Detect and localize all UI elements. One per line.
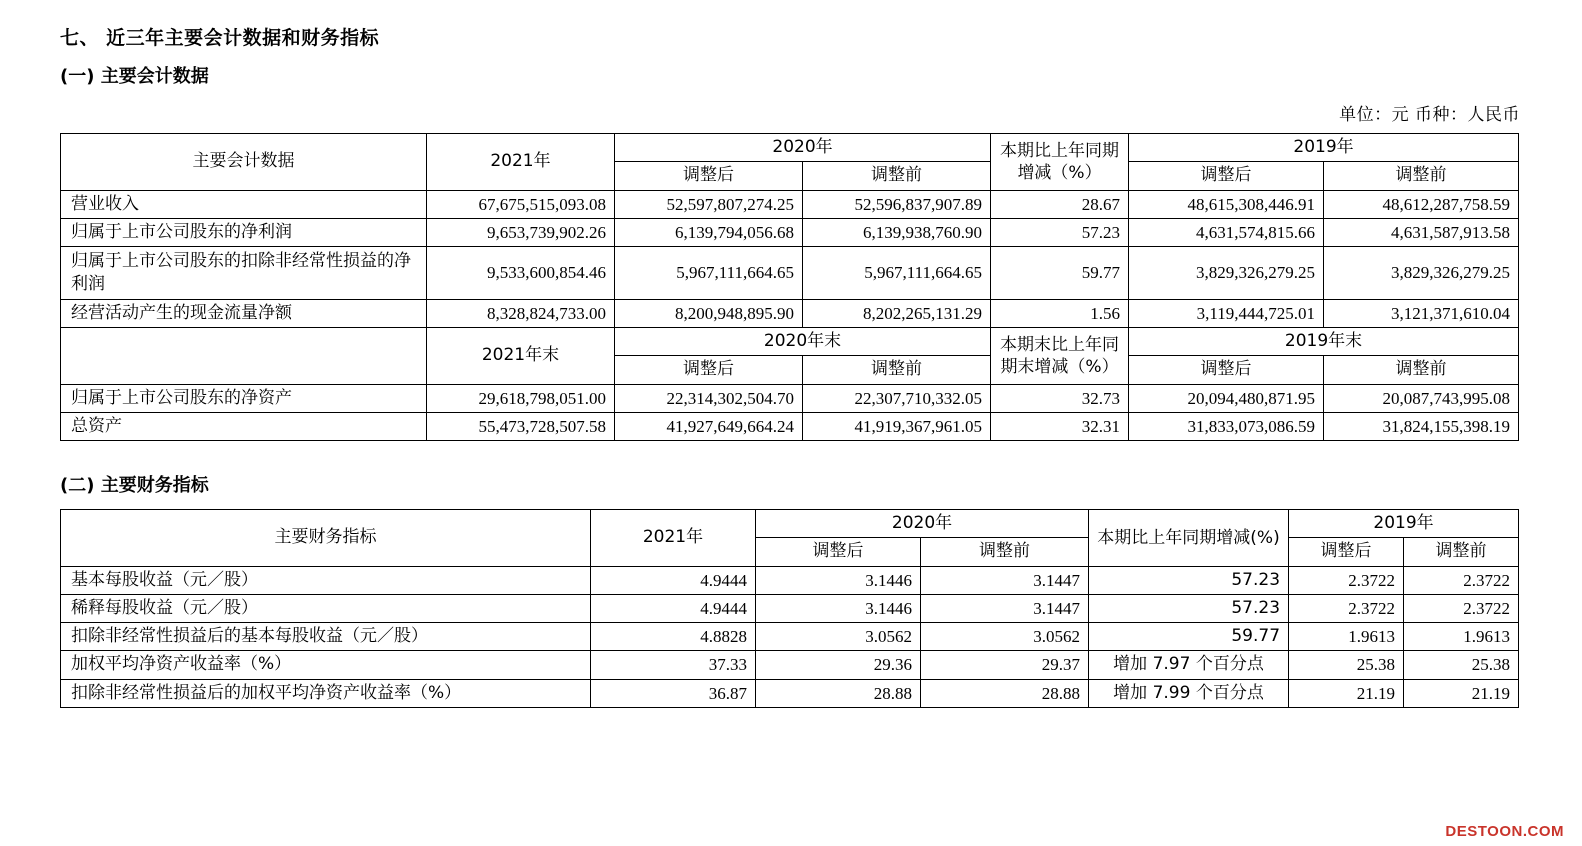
cell-change: 59.77 xyxy=(991,247,1129,300)
header-cell-2019-adjusted: 调整后 xyxy=(1129,162,1324,190)
cell-change: 57.23 xyxy=(1089,566,1289,594)
cell-2019-adjusted: 48,615,308,446.91 xyxy=(1129,190,1324,218)
cell-2020-unadjusted: 28.88 xyxy=(921,679,1089,707)
cell-2021: 67,675,515,093.08 xyxy=(427,190,615,218)
page-title: 七、 近三年主要会计数据和财务指标 xyxy=(60,27,380,49)
table-main-financial-indicators xyxy=(60,509,1519,708)
watermark-destoon: DESTOON.COM xyxy=(1445,823,1564,840)
header-cell-change-end: 本期末比上年同期末增减（%） xyxy=(991,328,1129,385)
header-cell-label: 主要会计数据 xyxy=(61,134,427,191)
header-cell-2019-unadjusted: 调整前 xyxy=(1324,356,1519,384)
cell-2019-adjusted: 3,119,444,725.01 xyxy=(1129,299,1324,327)
cell-2021: 4.9444 xyxy=(591,594,756,622)
cell-2020-adjusted: 8,200,948,895.90 xyxy=(615,299,803,327)
table-row xyxy=(61,412,1519,440)
row-label: 经营活动产生的现金流量净额 xyxy=(61,299,427,327)
cell-2019-unadjusted: 21.19 xyxy=(1404,679,1519,707)
header-cell-2020-end: 2020年末 xyxy=(615,328,991,356)
header-cell-label-blank xyxy=(61,328,427,385)
cell-2019-unadjusted: 20,087,743,995.08 xyxy=(1324,384,1519,412)
cell-2020-adjusted: 52,597,807,274.25 xyxy=(615,190,803,218)
row-label: 稀释每股收益（元／股） xyxy=(61,594,591,622)
subsection-title-financial-indicators: (二) 主要财务指标 xyxy=(60,475,209,497)
table-row xyxy=(61,190,1519,218)
header-cell-2020: 2020年 xyxy=(756,510,1089,538)
cell-change: 增加 7.99 个百分点 xyxy=(1089,679,1289,707)
cell-2020-unadjusted: 8,202,265,131.29 xyxy=(803,299,991,327)
cell-2020-adjusted: 22,314,302,504.70 xyxy=(615,384,803,412)
cell-2021: 4.9444 xyxy=(591,566,756,594)
cell-2021: 36.87 xyxy=(591,679,756,707)
row-label: 总资产 xyxy=(61,412,427,440)
cell-2020-unadjusted: 6,139,938,760.90 xyxy=(803,218,991,246)
cell-2019-unadjusted: 48,612,287,758.59 xyxy=(1324,190,1519,218)
cell-2021: 9,533,600,854.46 xyxy=(427,247,615,300)
header-cell-2019-unadjusted: 调整前 xyxy=(1324,162,1519,190)
cell-2020-unadjusted: 3.1447 xyxy=(921,594,1089,622)
header-cell-2020-unadjusted: 调整前 xyxy=(803,162,991,190)
cell-2021: 55,473,728,507.58 xyxy=(427,412,615,440)
cell-2019-unadjusted: 2.3722 xyxy=(1404,594,1519,622)
cell-2019-adjusted: 2.3722 xyxy=(1289,566,1404,594)
cell-2019-unadjusted: 2.3722 xyxy=(1404,566,1519,594)
cell-2019-unadjusted: 3,829,326,279.25 xyxy=(1324,247,1519,300)
header-cell-2021: 2021年 xyxy=(591,510,756,567)
cell-change: 32.73 xyxy=(991,384,1129,412)
header-cell-2019-adjusted: 调整后 xyxy=(1289,538,1404,566)
header-cell-2020-unadjusted: 调整前 xyxy=(921,538,1089,566)
cell-2019-unadjusted: 3,121,371,610.04 xyxy=(1324,299,1519,327)
header-cell-2020-unadjusted: 调整前 xyxy=(803,356,991,384)
table-row xyxy=(61,384,1519,412)
header-cell-2019: 2019年 xyxy=(1129,134,1519,162)
header-cell-change: 本期比上年同期增减(%) xyxy=(1089,510,1289,567)
header-cell-2021: 2021年 xyxy=(427,134,615,191)
header-cell-2019: 2019年 xyxy=(1289,510,1519,538)
cell-2020-unadjusted: 5,967,111,664.65 xyxy=(803,247,991,300)
table-row xyxy=(61,299,1519,327)
cell-2019-unadjusted: 4,631,587,913.58 xyxy=(1324,218,1519,246)
row-label: 归属于上市公司股东的净资产 xyxy=(61,384,427,412)
cell-2020-unadjusted: 29.37 xyxy=(921,651,1089,679)
header-cell-change: 本期比上年同期增减（%） xyxy=(991,134,1129,191)
cell-2021: 29,618,798,051.00 xyxy=(427,384,615,412)
header-cell-label: 主要财务指标 xyxy=(61,510,591,567)
header-cell-2019-end: 2019年末 xyxy=(1129,328,1519,356)
cell-2020-adjusted: 41,927,649,664.24 xyxy=(615,412,803,440)
cell-2020-adjusted: 3.1446 xyxy=(756,566,921,594)
cell-change: 57.23 xyxy=(991,218,1129,246)
cell-2019-adjusted: 25.38 xyxy=(1289,651,1404,679)
cell-2019-unadjusted: 1.9613 xyxy=(1404,623,1519,651)
header-cell-2019-unadjusted: 调整前 xyxy=(1404,538,1519,566)
subsection-title-accounting-data: (一) 主要会计数据 xyxy=(60,65,209,87)
cell-2020-adjusted: 6,139,794,056.68 xyxy=(615,218,803,246)
header-cell-2020: 2020年 xyxy=(615,134,991,162)
table-row xyxy=(61,247,1519,300)
cell-2020-unadjusted: 22,307,710,332.05 xyxy=(803,384,991,412)
table-main-accounting-data xyxy=(60,133,1519,441)
table-header-row-top xyxy=(61,510,1519,538)
cell-2019-adjusted: 31,833,073,086.59 xyxy=(1129,412,1324,440)
cell-2020-adjusted: 28.88 xyxy=(756,679,921,707)
table-row xyxy=(61,623,1519,651)
table-row xyxy=(61,651,1519,679)
row-label: 加权平均净资产收益率（%） xyxy=(61,651,591,679)
table-row xyxy=(61,679,1519,707)
cell-2020-adjusted: 29.36 xyxy=(756,651,921,679)
cell-2020-adjusted: 3.1446 xyxy=(756,594,921,622)
row-label: 扣除非经常性损益后的基本每股收益（元／股） xyxy=(61,623,591,651)
cell-2019-adjusted: 4,631,574,815.66 xyxy=(1129,218,1324,246)
cell-2019-unadjusted: 25.38 xyxy=(1404,651,1519,679)
cell-change: 1.56 xyxy=(991,299,1129,327)
header-cell-2020-adjusted: 调整后 xyxy=(615,356,803,384)
cell-change: 59.77 xyxy=(1089,623,1289,651)
cell-2020-unadjusted: 41,919,367,961.05 xyxy=(803,412,991,440)
cell-2019-adjusted: 20,094,480,871.95 xyxy=(1129,384,1324,412)
cell-change: 28.67 xyxy=(991,190,1129,218)
table-row xyxy=(61,566,1519,594)
row-label: 归属于上市公司股东的扣除非经常性损益的净利润 xyxy=(61,247,427,300)
cell-2019-adjusted: 21.19 xyxy=(1289,679,1404,707)
header-cell-2020-adjusted: 调整后 xyxy=(756,538,921,566)
header-cell-2020-adjusted: 调整后 xyxy=(615,162,803,190)
cell-2021: 8,328,824,733.00 xyxy=(427,299,615,327)
cell-change: 57.23 xyxy=(1089,594,1289,622)
cell-2020-adjusted: 5,967,111,664.65 xyxy=(615,247,803,300)
cell-2019-adjusted: 3,829,326,279.25 xyxy=(1129,247,1324,300)
unit-note: 单位：元 币种：人民币 xyxy=(1339,105,1520,126)
cell-2020-unadjusted: 52,596,837,907.89 xyxy=(803,190,991,218)
cell-2019-adjusted: 1.9613 xyxy=(1289,623,1404,651)
table-row xyxy=(61,218,1519,246)
row-label: 扣除非经常性损益后的加权平均净资产收益率（%） xyxy=(61,679,591,707)
row-label: 营业收入 xyxy=(61,190,427,218)
cell-2021: 9,653,739,902.26 xyxy=(427,218,615,246)
table-header-row-top xyxy=(61,134,1519,162)
header-cell-2021-end: 2021年末 xyxy=(427,328,615,385)
cell-2020-unadjusted: 3.1447 xyxy=(921,566,1089,594)
cell-2020-adjusted: 3.0562 xyxy=(756,623,921,651)
row-label: 归属于上市公司股东的净利润 xyxy=(61,218,427,246)
cell-change: 32.31 xyxy=(991,412,1129,440)
table-row xyxy=(61,594,1519,622)
cell-2019-unadjusted: 31,824,155,398.19 xyxy=(1324,412,1519,440)
cell-change: 增加 7.97 个百分点 xyxy=(1089,651,1289,679)
header-cell-2019-adjusted: 调整后 xyxy=(1129,356,1324,384)
cell-2021: 37.33 xyxy=(591,651,756,679)
cell-2019-adjusted: 2.3722 xyxy=(1289,594,1404,622)
row-label: 基本每股收益（元／股） xyxy=(61,566,591,594)
cell-2020-unadjusted: 3.0562 xyxy=(921,623,1089,651)
cell-2021: 4.8828 xyxy=(591,623,756,651)
table-header-row-top-period-end xyxy=(61,328,1519,356)
